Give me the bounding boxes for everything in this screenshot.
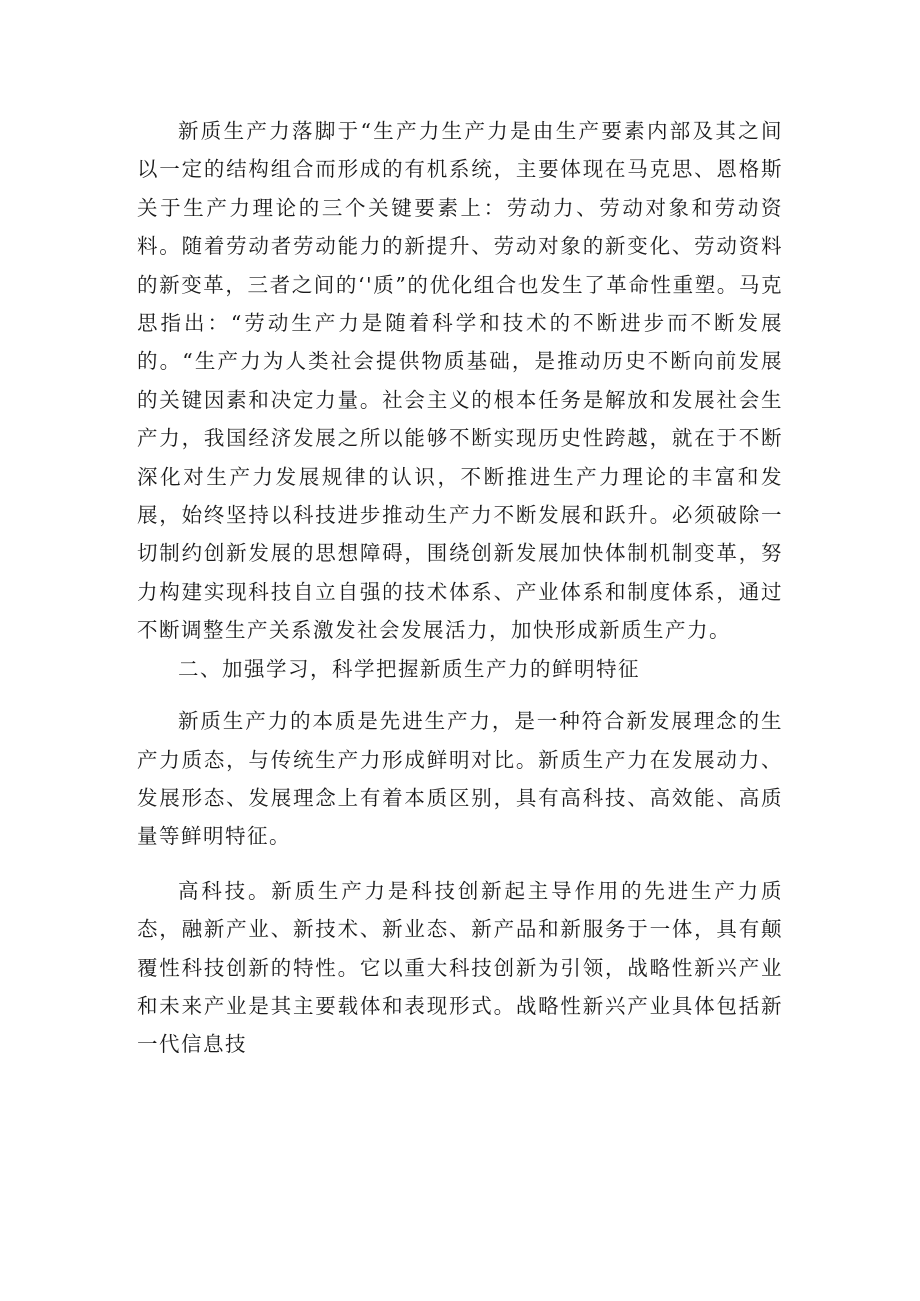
section-heading-2: 二、加强学习，科学把握新质生产力的鲜明特征 (178, 656, 640, 681)
document-body (137, 112, 783, 1064)
paragraph-essence: 新质生产力的本质是先进生产力，是一种符合新发展理念的生产力质态，与传统生产力形成鲜明对比。新质生产力在发展动力、发展形态、发展理念上有着本质区别，具有高科技、高效能、高质量等鲜明特征。 (137, 709, 783, 849)
paragraph-high-tech: 高科技。新质生产力是科技创新起主导作用的先进生产力质态，融新产业、新技术、新业态、新产品和新服务于一体，具有颠覆性科技创新的特性。它以重大科技创新为引领，战略性新兴产业和未来产业是其主要载体和表现形式。战略性新兴产业具体包括新一代信息技 (137, 878, 783, 1057)
paragraph-productivity-elements: 新质生产力落脚于“生产力生产力是由生产要素内部及其之间以一定的结构组合而形成的有机系统，主要体现在马克思、恩格斯关于生产力理论的三个关键要素上：劳动力、劳动对象和劳动资料。随着劳动者劳动能力的新提升、劳动对象的新变化、劳动资料的新变革，三者之间的‘'质”的优化组合也发生了革命性重塑。马克思指出：“劳动生产力是随着科学和技术的不断进步而不断发展的。“生产力为人类社会提供物质基础，是推动历史不断向前发展的关键因素和决定力量。社会主义的根本任务是解放和发展社会生产力，我国经济发展之所以能够不断实现历史性跨越，就在于不断深化对生产力发展规律的认识，不断推进生产力理论的丰富和发展，始终坚持以科技进步推动生产力不断发展和跃升。必须破除一切制约创新发展的思想障碍，围绕创新发展加快体制机制变革，努力构建实现科技自立自强的技术体系、产业体系和制度体系，通过不断调整生产关系激发社会发展活力，加快形成新质生产力。 (137, 119, 783, 643)
